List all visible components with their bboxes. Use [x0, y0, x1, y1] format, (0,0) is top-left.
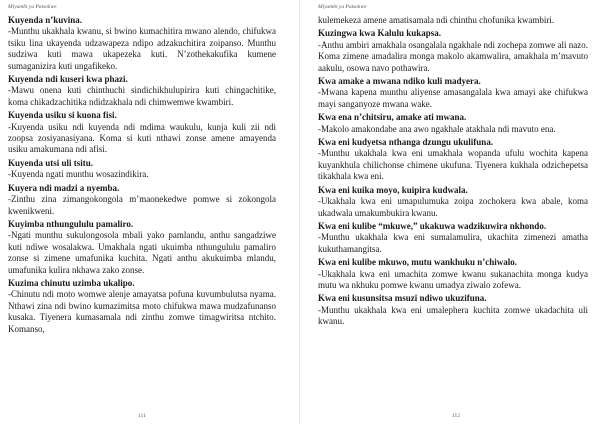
- proverb-meaning: -Mawu onena kuti chinthuchi sindichikhulupirira kuti chingachitike, koma chikadzachitika ndidzakhala ndi chimwemwe kwambiri.: [8, 85, 276, 107]
- page-content: [8, 15, 276, 337]
- proverb-entry: [318, 185, 588, 219]
- proverb-title: Kwa amake a mwana ndiko kuli madyera.: [318, 76, 481, 87]
- proverb-meaning: -Chinutu ndi moto womwe alenje amayatsa pofuna kuvumbulutsa nyama. Nthawi zina ndi bwino kumazimitsa moto chifukwa mawa mudzafunanso kusaka. Tiyenera kumasamala ndi zinthu zomwe timagwiritsa ntchito. Komanso,: [8, 289, 276, 334]
- proverb-meaning: -Kuyenda ngati munthu wosazindikira.: [8, 169, 149, 180]
- proverb-title: Kuzima chinutu uzimba ukalipo.: [8, 277, 135, 288]
- proverb-entry: [8, 278, 276, 335]
- proverb-title: Kwa eni kudyetsa nthanga dzungu ukulifuna.: [318, 137, 494, 148]
- proverb-meaning: -Anthu ambiri amakhala osangalala ngakhale ndi zochepa zomwe ali nazo. Koma zimene amadalira monga makolo akamwalira, amakhala m’mavuto aakulu, osowa navo pothawira.: [318, 39, 588, 73]
- proverb-title: Kwa ena n’chitsiru, amake ati mwana.: [318, 112, 467, 123]
- proverb-entry: [318, 28, 588, 74]
- proverb-title: Kuyimba nthungululu pamaliro.: [8, 218, 134, 229]
- proverb-entry: [8, 183, 276, 217]
- left-page: [4, 0, 280, 424]
- proverb-title: Kwa eni kulibe mkuwo, mutu wankhuku n’chiwalo.: [318, 257, 518, 268]
- proverb-meaning: -Munthu ukakhala kwa eni umalephera kuchita zomwe ukadachita uli kwanu.: [318, 304, 588, 327]
- proverb-meaning: -Ngati munthu sukulongosola mbali yako pamlandu, anthu sangadziwe kuti ndiwe wosalakwa. Umakhala ngati ukuimba nthungululu pamaliro zonse si zimene umafunika kuchita. Ngati anthu akukuimba mlandu, umafunika kulira nkhawa zako zonse.: [8, 230, 276, 275]
- continued-text: [318, 15, 588, 26]
- proverb-entry: [318, 112, 588, 135]
- page-number: 112: [451, 413, 461, 419]
- proverb-meaning: -Ukakhala kwa eni umachita zomwe kwanu sukanachita monga kudya mutu wa nkhuku pomwe kwanu umadya ziwalo zofewa.: [318, 268, 588, 290]
- proverb-title: Kuyenda n’kuvina.: [8, 15, 83, 25]
- proverb-meaning: -Ukakhala kwa eni umapulumuka zoipa zochokera kwa abale, koma ukadwala umakumbukira kwanu.: [318, 196, 588, 218]
- proverb-entry: [8, 110, 276, 156]
- proverb-entry: [8, 219, 276, 276]
- proverb-entry: [8, 158, 276, 181]
- page-number: 111: [138, 413, 146, 419]
- proverb-meaning: -Zinthu zina zimangokongola m’maonekedwe pomwe si zokongola kwenikweni.: [8, 194, 276, 216]
- proverb-title: Kwa eni kulibe “mkuwe,” ukakuwa wadzikuwira nkhondo.: [318, 220, 547, 231]
- proverb-meaning: -Munthu ukakhala kwanu, si bwino kumachitira mwano alendo, chifukwa tsiku lina ukayenda udzawapeza ndipo adzakuchitira zoipanso. Munthu sudziwa kuti mawa ukapezeka kuti. N’zothekakufika kumene sumaganizira kuti ungafikeko.: [8, 26, 276, 71]
- page-content: [318, 15, 588, 330]
- page-gutter: [299, 0, 300, 424]
- proverb-title: Kuyenda ndi kuseri kwa phazi.: [8, 74, 128, 85]
- proverb-title: Kwa eni kuika moyo, kuipira kudwala.: [318, 184, 468, 195]
- proverb-entry: [8, 15, 276, 72]
- proverb-title: Kuzingwa kwa Kalulu kukapsa.: [318, 28, 442, 39]
- right-page: [318, 0, 594, 424]
- proverb-meaning: -Makolo amakondabe ana awo ngakhale atakhala ndi mavuto ena.: [318, 123, 556, 134]
- proverb-meaning: -Kuyenda usiku ndi kuyenda ndi mdima waukulu, kunja kuli zii ndi zoopsa zosiyanasiyana. Koma si kuti nthawi zonse amene amayenda usiku amakumana ndi afisi.: [8, 121, 276, 155]
- proverb-entry: [318, 137, 588, 183]
- proverb-title: Kuyenda utsi uli tsitu.: [8, 157, 94, 168]
- proverb-meaning: -Mwana kapena munthu aliyense amasangalala kwa amayi ake chifukwa mayi sanganyoze mwana wake.: [318, 87, 588, 109]
- proverb-entry: [318, 257, 588, 291]
- proverb-meaning: -Munthu ukakhala kwa eni umakhala wopanda ufulu wochita kapena kuyankhula chilichonse chimene ukufuna. Tiyenera kukhala odzichepetsa tikakhala kwa eni.: [318, 148, 588, 182]
- running-head: Miyambi ya Patsokwe: [8, 4, 57, 10]
- proverb-title: Kuyenda usiku si kuona fisi.: [8, 110, 117, 121]
- proverb-entry: [318, 293, 588, 327]
- proverb-entry: [318, 76, 588, 110]
- proverb-meaning: -Munthu ukakhala kwa eni sumalamulira, ukachita zimenezi amatha kukuthamangitsa.: [318, 232, 588, 254]
- proverb-entry: [318, 221, 588, 255]
- proverb-title: Kwa eni kusunsitsa msuzi ndiwo ukuzifuna.: [318, 293, 487, 304]
- running-head: Miyambi ya Patsokwe: [318, 4, 367, 10]
- proverb-entry: [8, 74, 276, 108]
- proverb-meaning: kulemekeza amene amatisamala ndi chinthu chofunika kwambiri.: [318, 15, 555, 25]
- proverb-title: Kuyera ndi madzi a nyemba.: [8, 182, 120, 193]
